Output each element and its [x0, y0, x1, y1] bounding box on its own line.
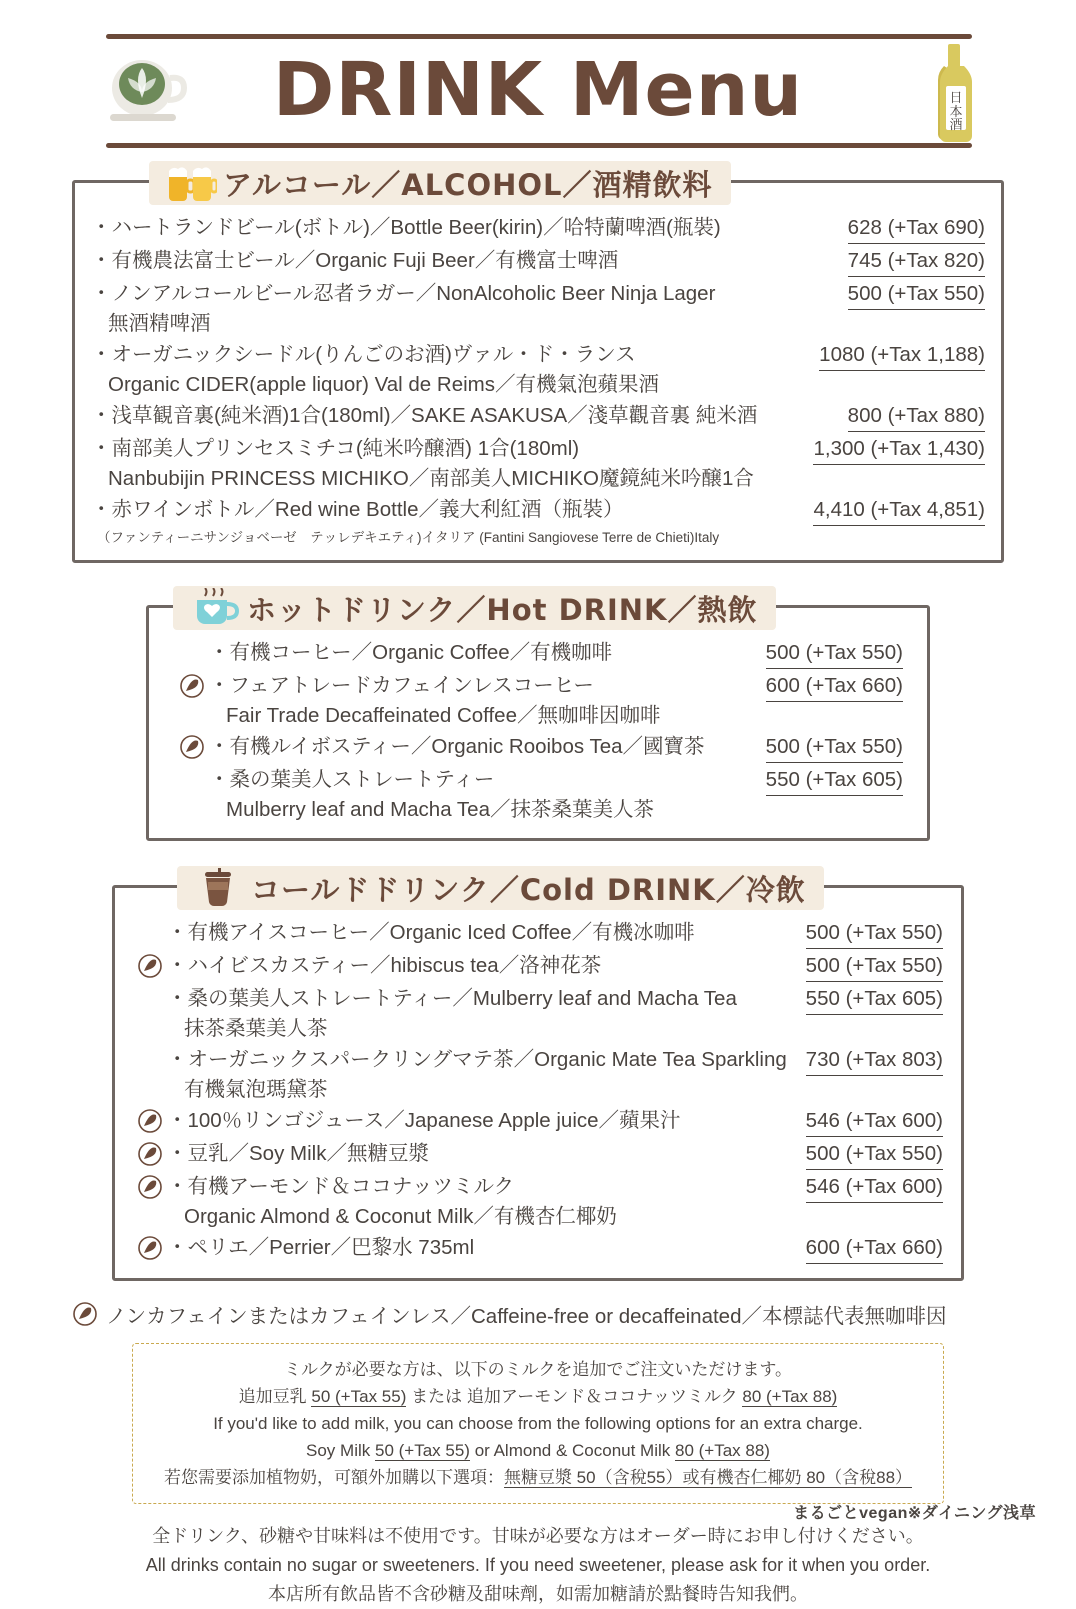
menu-item[interactable] [91, 213, 985, 244]
item-name-line1: ・有機アーモンド＆ココナッツミルク [167, 1175, 515, 1198]
item-price: 500 (+Tax 550) [766, 732, 903, 763]
item-name-line1: ・ノンアルコールビール忍者ラガー／NonAlcoholic Beer Ninja Lager [91, 282, 716, 305]
svg-text:日: 日 [949, 91, 963, 106]
item-name-line1: ・ペリエ／Perrier／巴黎水 735ml [167, 1236, 475, 1259]
leaf-slot [179, 765, 209, 767]
item-name-line1: ・浅草観音裏(純米酒)1合(180ml)／SAKE ASAKUSA／淺草觀音裏 純米酒 [91, 404, 758, 427]
item-name-line2: Organic CIDER(apple liquor) Val de Reims／有機氣泡蘋果酒 [108, 373, 659, 396]
menu-item[interactable] [91, 279, 985, 338]
item-name-line1: ・オーガニックスパークリングマテ茶／Organic Mate Tea Sparkling [167, 1048, 787, 1071]
item-price: 1080 (+Tax 1,188) [819, 340, 985, 371]
beer-mugs-icon [163, 163, 217, 203]
section-hot-title [173, 586, 776, 630]
item-name-line1: ・ハートランドビール(ボトル)／Bottle Beer(kirin)／哈特蘭啤酒(瓶裝) [91, 216, 721, 239]
item-name-line1: ・有機アイスコーヒー／Organic Iced Coffee／有機冰咖啡 [167, 921, 695, 944]
item-name-line1: ・オーガニックシードル(りんごのお酒)ヴァル・ド・ランス [91, 343, 636, 366]
item-name-line1: ・桑の葉美人ストレートティー／Mulberry leaf and Macha Tea [167, 987, 737, 1010]
section-title-text: アルコール／ALCOHOL／酒精飲料 [223, 167, 713, 202]
coffee-bean-leaf-icon [137, 1235, 163, 1261]
menu-item[interactable] [137, 918, 943, 949]
menu-item[interactable] [137, 1045, 943, 1104]
sake-bottle-icon [922, 40, 986, 144]
item-price: 500 (+Tax 550) [848, 279, 985, 310]
menu-item[interactable] [179, 732, 903, 763]
leaf-slot [137, 1045, 167, 1047]
closing-line-ja: 全ドリンク、砂糖や甘味料は不使用です。甘味が必要な方はオーダー時にお申し付けください。 [152, 1526, 924, 1546]
section-cold-drink [112, 872, 964, 1281]
item-price: 4,410 (+Tax 4,851) [813, 495, 985, 526]
leaf-slot [137, 1172, 167, 1200]
item-price: 745 (+Tax 820) [848, 246, 985, 277]
hot-cup-icon [187, 588, 241, 628]
menu-item[interactable] [179, 638, 903, 669]
page-title: DRINK Menu [272, 47, 804, 133]
leaf-slot [137, 1106, 167, 1134]
milk-label-zh: 若您需要添加植物奶，可額外加購以下選項： [163, 1468, 504, 1487]
milk-prices-zh: 無糖豆漿 50（含稅55）或有機杏仁椰奶 80（含稅88） [503, 1468, 913, 1487]
item-note: （ファンティーニサンジョベーゼ テッレデキエティ)イタリア (Fantini Sangiovese Terre de Chieti)Italy [97, 530, 720, 545]
milk-soy-price-en: 50 (+Tax 55) [374, 1441, 470, 1460]
item-price: 1,300 (+Tax 1,430) [813, 434, 985, 465]
cold-item-list [115, 888, 961, 1278]
menu-item[interactable] [137, 984, 943, 1043]
menu-item[interactable] [91, 246, 985, 277]
coffee-bean-leaf-icon [137, 1174, 163, 1200]
milk-line-en: If you'd like to add milk, you can choose from the following options for an extra charge. [213, 1414, 863, 1433]
iced-cup-icon [191, 868, 245, 908]
item-name-line1: ・有機コーヒー／Organic Coffee／有機咖啡 [209, 641, 613, 664]
item-name-line1: ・赤ワインボトル／Red wine Bottle／義大利紅酒（瓶裝） [91, 498, 624, 521]
item-price: 600 (+Tax 660) [806, 1233, 943, 1264]
menu-item[interactable] [137, 1233, 943, 1264]
milk-mid-ja: または 追加アーモンド＆ココナッツミルク [406, 1387, 743, 1406]
item-name-line1: ・ハイビスカスティー／hibiscus tea／洛神花茶 [167, 954, 602, 977]
item-price: 500 (+Tax 550) [806, 1139, 943, 1170]
milk-line-en-prices [143, 1437, 933, 1464]
svg-text:本: 本 [949, 105, 963, 120]
menu-item[interactable] [179, 765, 903, 824]
item-name-line1: ・フェアトレードカフェインレスコーヒー [209, 674, 594, 697]
leaf-slot [137, 951, 167, 979]
menu-item[interactable] [137, 1139, 943, 1170]
item-name-line2: Organic Almond & Coconut Milk／有機杏仁椰奶 [184, 1205, 617, 1228]
menu-item[interactable] [91, 340, 985, 399]
item-name-line2: 無酒精啤酒 [108, 312, 211, 335]
section-title-text: ホットドリンク／Hot DRINK／熱飲 [247, 592, 758, 627]
menu-item[interactable] [91, 401, 985, 432]
section-cold-title [177, 866, 824, 910]
item-name-line1: ・桑の葉美人ストレートティー [209, 768, 495, 791]
milk-soy-label-ja: 追加豆乳 [238, 1387, 312, 1406]
menu-item[interactable] [137, 1172, 943, 1231]
milk-line-zh [143, 1464, 933, 1491]
leaf-slot [137, 1233, 167, 1261]
item-price: 730 (+Tax 803) [806, 1045, 943, 1076]
item-price: 500 (+Tax 550) [806, 918, 943, 949]
menu-header [84, 26, 992, 156]
legend-text: ノンカフェインまたはカフェインレス／Caffeine-free or decaffeinated／本標誌代表無咖啡因 [106, 1305, 947, 1328]
milk-line-ja-prices [143, 1383, 933, 1410]
item-price: 628 (+Tax 690) [848, 213, 985, 244]
section-title-text: コールドドリンク／Cold DRINK／冷飲 [251, 872, 806, 907]
item-name-line1: ・南部美人プリンセスミチコ(純米吟醸酒) 1合(180ml) [91, 437, 580, 460]
coffee-bean-leaf-icon [179, 734, 205, 760]
leaf-slot [137, 984, 167, 986]
no-sugar-notice [108, 1522, 968, 1609]
leaf-slot [137, 1139, 167, 1167]
milk-almond-price-ja: 80 (+Tax 88) [742, 1387, 838, 1406]
milk-almond-price-en: 80 (+Tax 88) [675, 1441, 770, 1460]
item-name-line2: 抹茶桑葉美人茶 [184, 1017, 328, 1040]
item-name-line1: ・豆乳／Soy Milk／無糖豆漿 [167, 1142, 429, 1165]
menu-item[interactable] [179, 671, 903, 730]
leaf-slot [179, 732, 209, 760]
add-milk-notice [132, 1343, 944, 1504]
leaf-slot [137, 918, 167, 920]
item-price: 500 (+Tax 550) [766, 638, 903, 669]
menu-item[interactable] [137, 1106, 943, 1137]
milk-soy-label-en: Soy Milk [306, 1441, 375, 1460]
item-name-line2: 有機氣泡瑪黛茶 [184, 1078, 328, 1101]
leaf-slot [179, 671, 209, 699]
closing-line-en: All drinks contain no sugar or sweeteners. If you need sweetener, please ask for it when you order. [145, 1555, 931, 1575]
item-name-line2: Mulberry leaf and Macha Tea／抹茶桑葉美人茶 [226, 798, 654, 821]
item-price: 546 (+Tax 600) [806, 1106, 943, 1137]
brand-logo: まるごとvegan※ダイニング浅草 [793, 1505, 1036, 1522]
menu-item[interactable] [91, 434, 985, 493]
item-price: 600 (+Tax 660) [766, 671, 903, 702]
coffee-bean-leaf-icon [137, 953, 163, 979]
closing-line-zh: 本店所有飲品皆不含砂糖及甜味劑，如需加糖請於點餐時告知我們。 [268, 1584, 808, 1604]
coffee-bean-leaf-icon [72, 1301, 98, 1327]
menu-item[interactable] [91, 495, 985, 526]
item-name-line1: ・100％リンゴジュース／Japanese Apple juice／蘋果汁 [167, 1109, 681, 1132]
hot-item-list [149, 608, 927, 838]
item-price: 546 (+Tax 600) [806, 1172, 943, 1203]
item-price: 500 (+Tax 550) [806, 951, 943, 982]
leaf-slot [179, 638, 209, 640]
item-price: 550 (+Tax 605) [806, 984, 943, 1015]
menu-item[interactable] [137, 951, 943, 982]
item-name-line2: Nanbubijin PRINCESS MICHIKO／南部美人MICHIKO魔鏡純米吟醸1合 [108, 467, 754, 490]
caffeine-free-legend [72, 1299, 1076, 1329]
alcohol-item-list [75, 183, 1001, 560]
item-price: 800 (+Tax 880) [848, 401, 985, 432]
milk-line-ja: ミルクが必要な方は、以下のミルクを追加でご注文いただけます。 [284, 1360, 792, 1379]
item-name-line2: Fair Trade Decaffeinated Coffee／無咖啡因咖啡 [226, 704, 661, 727]
milk-mid-en: or Almond & Coconut Milk [469, 1441, 675, 1460]
svg-text:酒: 酒 [949, 118, 963, 133]
item-name-line1: ・有機農法富士ビール／Organic Fuji Beer／有機富士啤酒 [91, 249, 619, 272]
milk-soy-price-ja: 50 (+Tax 55) [311, 1387, 407, 1406]
item-name-line1: ・有機ルイボスティー／Organic Rooibos Tea／國寶茶 [209, 735, 705, 758]
section-alcohol-title [149, 161, 731, 205]
coffee-bean-leaf-icon [137, 1108, 163, 1134]
coffee-bean-leaf-icon [137, 1141, 163, 1167]
coffee-bean-leaf-icon [179, 673, 205, 699]
section-alcohol [72, 167, 1004, 563]
section-hot-drink [146, 592, 930, 841]
item-price: 550 (+Tax 605) [766, 765, 903, 796]
